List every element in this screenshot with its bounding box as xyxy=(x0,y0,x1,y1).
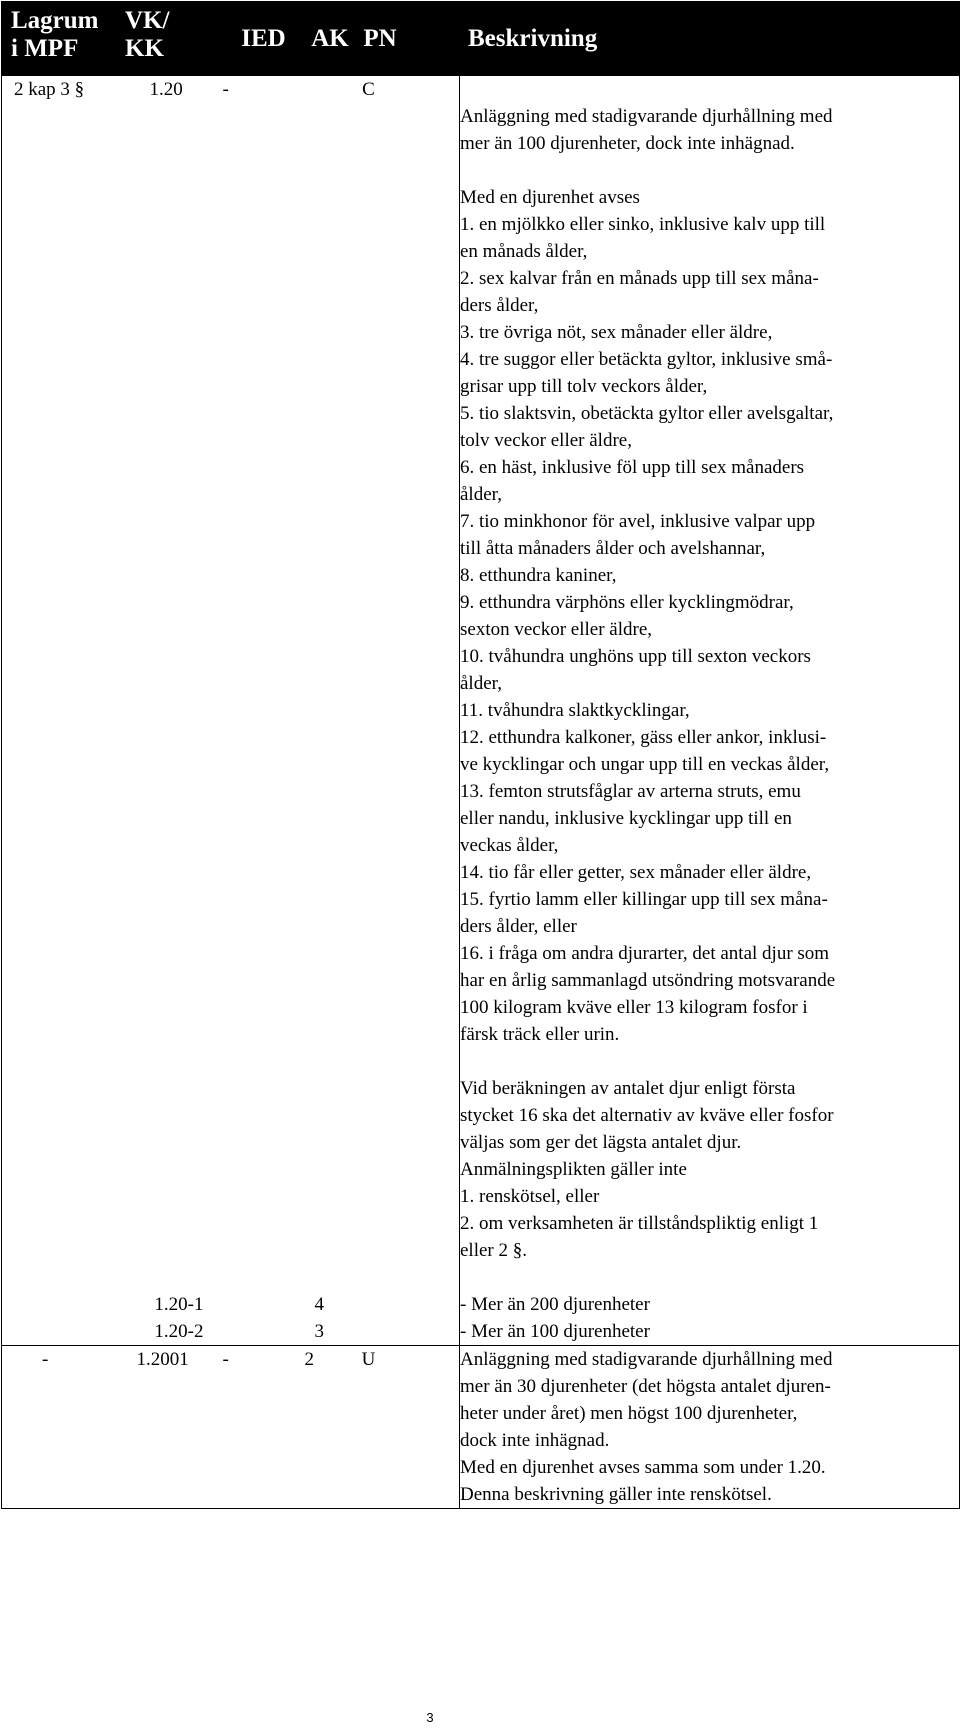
cell-lagrum: 2 kap 3 § xyxy=(2,76,117,1292)
row2-line: Med en djurenhet avses samma som under 1.20. xyxy=(460,1457,826,1478)
cell-ak: 4 xyxy=(314,1294,324,1315)
def-line: 7. tio minkhonor för avel, inklusive valpar upp xyxy=(460,511,816,532)
table-row xyxy=(2,1318,960,1346)
def-line: 12. etthundra kalkoner, gäss eller ankor, inklusi- xyxy=(460,727,827,748)
def-line: ders ålder, eller xyxy=(460,916,577,937)
def-line: 13. femton strutsfåglar av arterna struts, emu xyxy=(460,781,801,802)
cell-beskrivning: - Mer än 100 djurenheter xyxy=(460,1318,960,1346)
def-line: tolv veckor eller äldre, xyxy=(460,430,632,451)
def-line: 8. etthundra kaniner, xyxy=(460,565,617,586)
def-line: 16. i fråga om andra djurarter, det antal djur som xyxy=(460,943,830,964)
def-line: 1. en mjölkko eller sinko, inklusive kalv upp till xyxy=(460,214,826,235)
calc-line: Anmälningsplikten gäller inte xyxy=(460,1159,687,1180)
table-row xyxy=(2,76,960,1292)
def-line: Med en djurenhet avses xyxy=(460,187,640,208)
cell-vkkk: 1.20 xyxy=(149,79,183,100)
def-line: 10. tvåhundra unghöns upp till sexton veckors xyxy=(460,646,811,667)
def-line: 2. sex kalvar från en månads upp till sex måna- xyxy=(460,268,819,289)
table-row xyxy=(2,1346,960,1509)
page-number: 3 xyxy=(426,1710,434,1725)
cell-ak: 3 xyxy=(305,1318,356,1346)
header-lagrum: Lagrum i MPF xyxy=(2,2,117,76)
cell-lagrum: - xyxy=(2,1346,117,1509)
def-line: sexton veckor eller äldre, xyxy=(460,619,653,640)
row2-line: Anläggning med stadigvarande djurhållning med xyxy=(460,1349,833,1370)
table-header-row xyxy=(2,2,960,76)
def-line: 3. tre övriga nöt, sex månader eller äldre, xyxy=(460,322,773,343)
header-ak: AK xyxy=(305,2,356,76)
activity-table xyxy=(1,1,960,1509)
cell-beskrivning xyxy=(460,76,960,1292)
header-beskrivning: Beskrivning xyxy=(460,2,960,76)
cell-vkkk: 1.2001 xyxy=(117,1346,223,1509)
def-line: färsk träck eller urin. xyxy=(460,1024,620,1045)
calc-line: eller 2 §. xyxy=(460,1240,528,1261)
def-line: ders ålder, xyxy=(460,295,539,316)
table-row xyxy=(2,1291,960,1318)
header-vkkk: VK/ KK xyxy=(117,2,223,76)
def-line: 5. tio slaktsvin, obetäckta gyltor eller avelsgaltar, xyxy=(460,403,834,424)
def-line: 11. tvåhundra slaktkycklingar, xyxy=(460,700,690,721)
def-line: ålder, xyxy=(460,673,502,694)
def-line: 14. tio får eller getter, sex månader eller äldre, xyxy=(460,862,812,883)
def-line: 6. en häst, inklusive föl upp till sex månaders xyxy=(460,457,805,478)
intro-line: mer än 100 djurenheter, dock inte inhägnad. xyxy=(460,133,795,154)
def-line: ålder, xyxy=(460,484,502,505)
cell-ied: - xyxy=(222,79,229,100)
cell-pn: U xyxy=(356,1346,460,1509)
cell-pn: C xyxy=(356,76,460,1292)
cell-beskrivning: - Mer än 200 djurenheter xyxy=(460,1291,960,1318)
def-line: har en årlig sammanlagd utsöndring motsvarande xyxy=(460,970,836,991)
calc-line: Vid beräkningen av antalet djur enligt första xyxy=(460,1078,796,1099)
calc-line: väljas som ger det lägsta antalet djur. xyxy=(460,1132,742,1153)
def-line: grisar upp till tolv veckors ålder, xyxy=(460,376,708,397)
def-line: 100 kilogram kväve eller 13 kilogram fosfor i xyxy=(460,997,808,1018)
def-line: 9. etthundra värphöns eller kycklingmödrar, xyxy=(460,592,794,613)
def-line: till åtta månaders ålder och avelshannar, xyxy=(460,538,766,559)
calc-line: stycket 16 ska det alternativ av kväve eller fosfor xyxy=(460,1105,834,1126)
def-line: eller nandu, inklusive kycklingar upp till en xyxy=(460,808,792,829)
cell-vkkk: 1.20-2 xyxy=(117,1318,223,1346)
cell-ak: 2 xyxy=(305,1346,356,1509)
row2-line: heter under året) men högst 100 djurenheter, xyxy=(460,1403,798,1424)
def-line: en månads ålder, xyxy=(460,241,588,262)
cell-ied: - xyxy=(223,1346,305,1509)
calc-line: 1. renskötsel, eller xyxy=(460,1186,600,1207)
header-ied: IED xyxy=(223,2,305,76)
cell-beskrivning xyxy=(460,1346,960,1509)
def-line: veckas ålder, xyxy=(460,835,559,856)
calc-line: 2. om verksamheten är tillståndspliktig enligt 1 xyxy=(460,1213,819,1234)
intro-line: Anläggning med stadigvarande djurhållning med xyxy=(460,106,833,127)
header-pn: PN xyxy=(356,2,460,76)
row2-line: dock inte inhägnad. xyxy=(460,1430,610,1451)
row2-line: mer än 30 djurenheter (det högsta antalet djuren- xyxy=(460,1376,831,1397)
def-line: 15. fyrtio lamm eller killingar upp till sex måna- xyxy=(460,889,828,910)
def-line: 4. tre suggor eller betäckta gyltor, inklusive små- xyxy=(460,349,833,370)
def-line: ve kycklingar och ungar upp till en veckas ålder, xyxy=(460,754,830,775)
row2-line: Denna beskrivning gäller inte renskötsel. xyxy=(460,1484,772,1505)
cell-ak xyxy=(305,76,356,1292)
cell-vkkk: 1.20-1 xyxy=(154,1294,204,1315)
